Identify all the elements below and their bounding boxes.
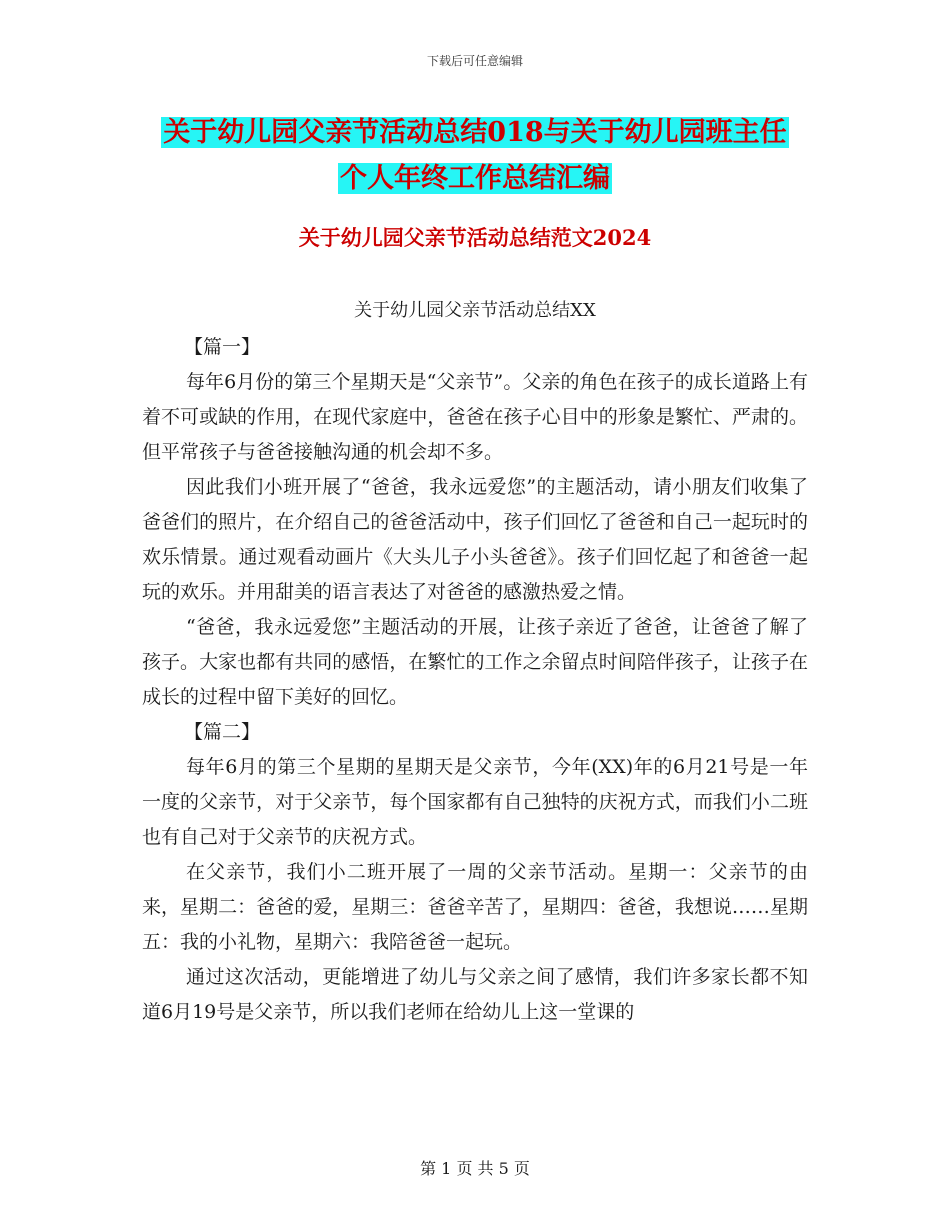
paragraph-5: 在父亲节，我们小二班开展了一周的父亲节活动。星期一：父亲节的由来，星期二：爸爸的爱，星期三：爸爸辛苦了，星期四：爸爸，我想说……星期五：我的小礼物，星期六：我陪爸爸一起玩。 xyxy=(142,861,808,953)
body-text xyxy=(142,330,808,1030)
paragraph-3: “爸爸，我永远爱您”主题活动的开展，让孩子亲近了爸爸，让爸爸了解了孩子。大家也都有共同的感悟，在繁忙的工作之余留点时间陪伴孩子，让孩子在成长的过程中留下美好的回忆。 xyxy=(142,616,808,708)
header-note: 下载后可任意编辑 xyxy=(426,54,523,68)
main-title xyxy=(0,110,950,202)
page-footer: 第 1 页 共 5 页 xyxy=(420,1159,530,1178)
paragraph-1: 每年6月份的第三个星期天是“父亲节”。父亲的角色在孩子的成长道路上有着不可或缺的作用，在现代家庭中，爸爸在孩子心目中的形象是繁忙、严肃的。但平常孩子与爸爸接触沟通的机会却不多。 xyxy=(142,371,808,463)
paragraph-2: 因此我们小班开展了“爸爸，我永远爱您”的主题活动，请小朋友们收集了爸爸们的照片，在介绍自己的爸爸活动中，孩子们回忆了爸爸和自己一起玩时的欢乐情景。通过观看动画片《大头儿子小头爸爸》。孩子们回忆起了和爸爸一起玩的欢乐。并用甜美的语言表达了对爸爸的感激热爱之情。 xyxy=(142,476,808,603)
main-title-line-1: 关于幼儿园父亲节活动总结018与关于幼儿园班主任 xyxy=(163,117,787,148)
paragraph-4: 每年6月的第三个星期的星期天是父亲节，今年(XX)年的6月21号是一年一度的父亲节，对于父亲节，每个国家都有自己独特的庆祝方式，而我们小二班也有自己对于父亲节的庆祝方式。 xyxy=(142,756,808,848)
part-two-label: 【篇二】 xyxy=(184,721,261,743)
paragraph-6: 通过这次活动，更能增进了幼儿与父亲之间了感情，我们许多家长都不知道6月19号是父亲节，所以我们老师在给幼儿上这一堂课的 xyxy=(142,966,808,1023)
section-title: 关于幼儿园父亲节活动总结范文2024 xyxy=(298,225,652,250)
subtitle: 关于幼儿园父亲节活动总结XX xyxy=(354,300,596,321)
main-title-line-2: 个人年终工作总结汇编 xyxy=(340,163,610,194)
part-one-label: 【篇一】 xyxy=(184,336,261,358)
